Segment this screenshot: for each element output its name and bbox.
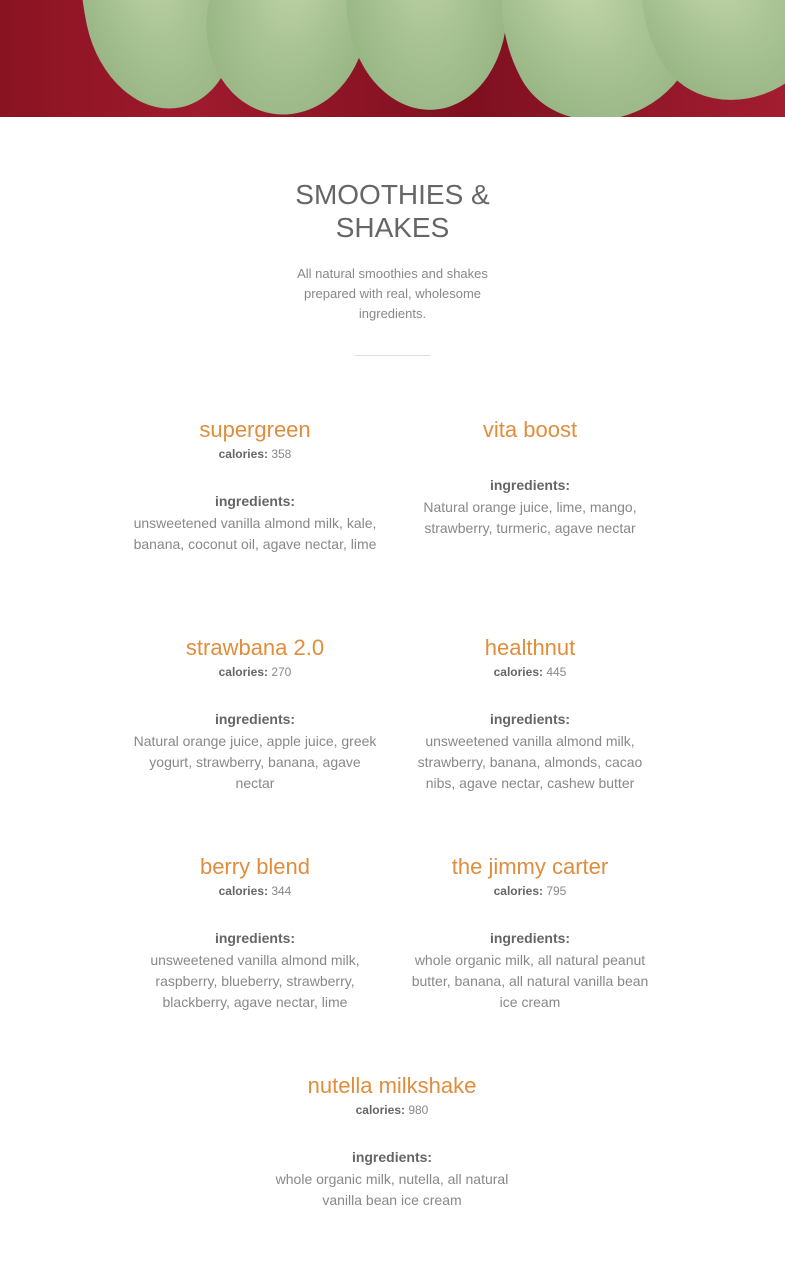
- item-calories: [130, 883, 380, 899]
- section-description: All natural smoothies and shakes prepared with real, wholesome ingredients.: [297, 266, 488, 321]
- ingredients-label: ingredients:: [214, 493, 296, 509]
- calories-value: 795: [546, 884, 567, 898]
- menu-item-vita-boost: [405, 416, 655, 539]
- ingredients-label: ingredients:: [489, 930, 571, 946]
- section-title: [0, 178, 785, 244]
- section-title-line2: SHAKES: [335, 212, 450, 243]
- item-name: supergreen: [199, 417, 311, 442]
- calories-value: 358: [271, 447, 292, 461]
- calories-value: 344: [271, 884, 292, 898]
- ingredients-text: whole organic milk, nutella, all natural vanilla bean ice cream: [275, 1171, 509, 1208]
- item-calories: [130, 446, 380, 462]
- menu-item-jimmy-carter: [405, 853, 655, 1013]
- ingredients-label: ingredients:: [351, 1149, 433, 1165]
- calories-value: 270: [271, 665, 292, 679]
- menu-item-nutella-milkshake: [267, 1072, 517, 1211]
- item-calories: [130, 664, 380, 680]
- ingredients-text: unsweetened vanilla almond milk, strawberry, banana, almonds, cacao nibs, agave nectar, cashew butter: [417, 733, 643, 791]
- hero-image: [0, 0, 785, 117]
- item-name: healthnut: [484, 635, 576, 660]
- calories-label: calories:: [218, 884, 268, 898]
- calories-label: calories:: [355, 1103, 405, 1117]
- section-title-line1: SMOOTHIES &: [295, 179, 490, 210]
- section-divider: [355, 355, 430, 356]
- item-name: strawbana 2.0: [185, 635, 325, 660]
- ingredients-text: unsweetened vanilla almond milk, raspberry, blueberry, strawberry, blackberry, agave nectar, lime: [150, 952, 360, 1010]
- item-calories: [267, 1102, 517, 1118]
- item-calories: [405, 664, 655, 680]
- calories-label: calories:: [218, 665, 268, 679]
- item-name: nutella milkshake: [307, 1073, 477, 1098]
- ingredients-text: whole organic milk, all natural peanut butter, banana, all natural vanilla bean ice cream: [411, 952, 649, 1010]
- hero-leaf: [336, 0, 514, 115]
- ingredients-label: ingredients:: [214, 711, 296, 727]
- calories-label: calories:: [218, 447, 268, 461]
- menu-item-strawbana: [130, 634, 380, 794]
- menu-item-supergreen: [130, 416, 380, 555]
- menu-item-berry-blend: [130, 853, 380, 1013]
- item-calories: [405, 883, 655, 899]
- item-name: berry blend: [199, 854, 311, 879]
- calories-label: calories:: [493, 665, 543, 679]
- item-name: the jimmy carter: [451, 854, 609, 879]
- ingredients-text: Natural orange juice, lime, mango, strawberry, turmeric, agave nectar: [423, 499, 637, 536]
- ingredients-label: ingredients:: [489, 711, 571, 727]
- calories-value: 445: [546, 665, 567, 679]
- menu-item-healthnut: [405, 634, 655, 794]
- ingredients-label: ingredients:: [214, 930, 296, 946]
- calories-label: calories:: [493, 884, 543, 898]
- ingredients-text: unsweetened vanilla almond milk, kale, banana, coconut oil, agave nectar, lime: [133, 515, 377, 552]
- item-name: vita boost: [482, 417, 578, 442]
- ingredients-label: ingredients:: [489, 477, 571, 493]
- ingredients-text: Natural orange juice, apple juice, greek yogurt, strawberry, banana, agave nectar: [133, 733, 377, 791]
- calories-value: 980: [408, 1103, 429, 1117]
